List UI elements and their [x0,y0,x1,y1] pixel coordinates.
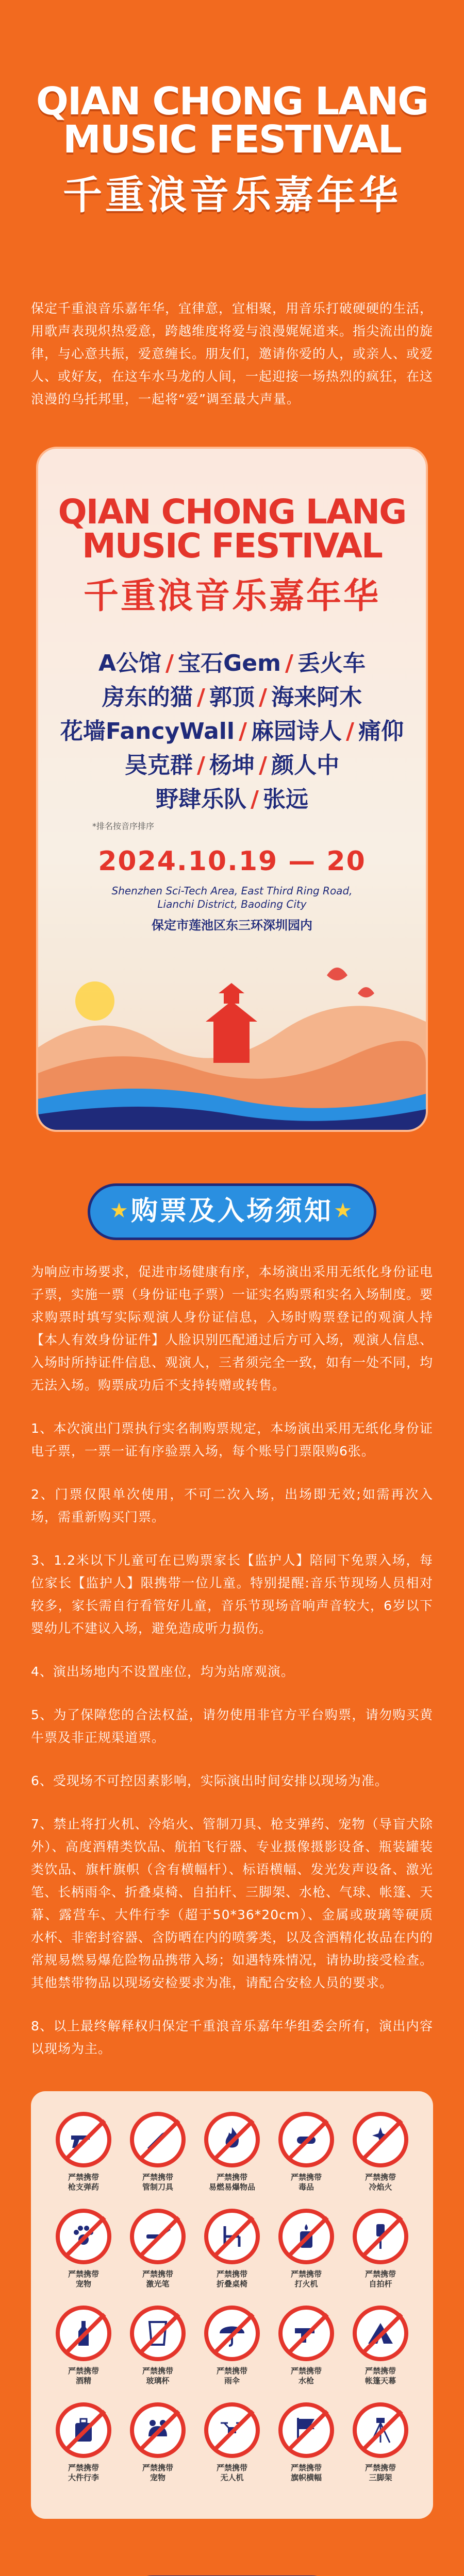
prohibited-item-label: 严禁携带 大件行李 [68,2463,99,2482]
no-watergun-icon [278,2306,334,2361]
no-glass-icon [130,2306,186,2361]
ticket-rule-item: 2、门票仅限单次使用，不可二次入场，出场即无效;如需再次入场，需重新购买门票。 [31,1487,433,1524]
prohibited-item [343,2306,418,2402]
artist-name: 花墙FancyWall [60,718,235,744]
lineup-separator: / [196,684,205,710]
no-tripod-icon [353,2402,408,2458]
prohibited-item-label: 严禁携带 自拍杆 [364,2269,396,2289]
lineup-separator: / [259,684,268,710]
star-icon: ★ [110,1199,130,1223]
no-pet2-icon [130,2402,186,2458]
no-umbrella-icon [204,2306,260,2361]
prohibited-item [121,2306,195,2402]
ticket-rule-item: 5、为了保障您的合法权益，请勿使用非官方平台购票，请勿购买黄牛票及非正规渠道票。 [31,1707,433,1745]
prohibited-item-label: 严禁携带 三脚架 [364,2463,396,2482]
artist-name: 张远 [263,786,309,812]
ticket-rule-item: 7、禁止将打火机、冷焰火、管制刀具、枪支弹药、宠物（导盲犬除外）、高度酒精类饮品、航拍飞行器、专业摄像摄影设备、瓶装罐装类饮品、旗杆旗帜（含有横幅杆）、标语横幅、发光发声设备、激光笔、长柄雨伞、折叠桌椅、自拍杆、三脚架、水枪、气球、帐篷、天幕、露营车、大件行李（超于50*36*20cm）、金属或玻璃等硬质水杯、非密封容器、含防晒在内的喷雾类，以及含酒精化妆品在内的常规易燃易爆危险物品携带入场；如遇特殊情况，请协助接受检查。其他禁带物品以现场安检要求为准，请配合安检人员的要求。 [31,1817,434,1990]
festival-title-en-line1: QIAN CHONG LANG [36,79,428,124]
prohibited-item [46,2112,121,2209]
no-knife-icon [130,2112,186,2167]
festival-title-cn: 千重浪音乐嘉年华 [63,172,401,218]
prohibited-item [195,2112,269,2209]
no-flag-icon [278,2402,334,2458]
no-tent-icon [353,2306,408,2361]
ticket-rules-heading-text: 购票及入场须知 [130,1196,333,1227]
star-icon: ★ [334,1199,354,1223]
ticket-rule-item: 4、演出场地内不设置座位，均为站席观演。 [31,1664,294,1679]
ticket-rules-list [0,1261,464,2060]
prohibited-item [121,2402,195,2499]
prohibited-item [269,2112,343,2209]
venue-en-line2: Lianchi District, Baoding City [157,898,307,910]
event-date: 2024.10.19 — 20 [98,846,366,877]
prohibited-item-label: 严禁携带 酒精 [68,2366,99,2385]
prohibited-items-panel [31,2091,433,2519]
prohibited-item-label: 严禁携带 无人机 [216,2463,247,2482]
poster-title-en-line2: MUSIC FESTIVAL [82,526,382,566]
prohibited-item-label: 严禁携带 折叠桌椅 [216,2269,247,2289]
prohibited-item [46,2402,121,2499]
artist-name: 杨坤 [209,752,255,778]
prohibited-item [269,2209,343,2306]
lineup-separator: / [346,718,355,744]
hero-header [0,0,464,261]
prohibited-item-label: 严禁携带 枪支弹药 [68,2173,99,2192]
lineup-note: *排名按音序排序 [92,821,155,831]
ticket-rule-item: 8、以上最终解释权归保定千重浪音乐嘉年华组委会所有，演出内容以现场为主。 [31,2019,433,2056]
prohibited-item-label: 严禁携带 帐篷天幕 [364,2366,396,2385]
poster-title-cn: 千重浪音乐嘉年华 [83,576,380,617]
poster-title-en-line1: QIAN CHONG LANG [58,492,406,532]
prohibited-item-label: 严禁携带 宠物 [142,2463,173,2482]
no-gun-icon [56,2112,111,2167]
prohibited-items-grid [46,2112,418,2499]
lineup-row [38,681,426,715]
lineup-separator: / [250,786,259,812]
ticket-rules-intro: 为响应市场要求，促进市场健康有序，本场演出采用无纸化身份证电子票，实施一票（身份证电子票）一证实名购票和实名入场制度。要求购票时填写实际观演人身份证信息，入场时购票登记的观演人持【本人有效身份证件】人脸识别匹配通过后方可入场，观演人信息、入场时所持证件信息、观演人，三者须完全一致，如有一处不同，均无法入场。购票成功后不支持转赠或转售。 [31,1264,434,1393]
lineup-separator: / [238,718,247,744]
artist-name: 房东的猫 [102,684,193,710]
lineup-row [38,715,426,749]
ticket-rule-item: 3、1.2米以下儿童可在已购票家长【监护人】陪同下免票入场，每位家长【监护人】限携带一位儿童。特别提醒:音乐节现场人员相对较多，家长需自行看管好儿童，音乐节现场音响声音较大，6岁以下婴幼儿不建议入场，避免造成听力损伤。 [31,1553,433,1636]
prohibited-item-label: 严禁携带 水枪 [290,2366,322,2385]
no-sparkler-icon [353,2112,408,2167]
prohibited-item [343,2112,418,2209]
no-luggage-icon [56,2402,111,2458]
no-pet-icon [56,2209,111,2264]
no-fire-icon [204,2112,260,2167]
artist-name: 麻园诗人 [251,718,342,744]
lineup-row [38,749,426,783]
artist-name: 痛仰 [358,718,404,744]
artist-lineup [38,647,426,817]
no-laser-icon [130,2209,186,2264]
intro-paragraph: 保定千重浪音乐嘉年华，宜律意，宜相聚，用音乐打破硬硬的生活，用歌声表现炽热爱意，跨越维度将爱与浪漫娓娓道来。指尖流出的旋律，与心意共振，爱意缠长。朋友们，邀请你爱的人，或亲人、或爱人、或好友，在这车水马龙的人间，一起迎接一场热烈的疯狂，在这浪漫的乌托邦里，一起将“爱”调至最大声量。 [31,301,434,406]
lineup-separator: / [196,752,205,778]
lineup-separator: / [165,650,174,676]
venue-cn: 保定市莲池区东三环深圳园内 [152,918,312,933]
prohibited-item-label: 严禁携带 激光笔 [142,2269,173,2289]
no-chair-icon [204,2209,260,2264]
ticket-rule-item: 1、本次演出门票执行实名制购票规定，本场演出采用无纸化身份证电子票，一票一证有序验票入场，每个账号门票限购6张。 [31,1421,433,1459]
artist-name: A公馆 [98,650,162,676]
prohibited-item [195,2306,269,2402]
prohibited-item-label: 严禁携带 旗帜横幅 [290,2463,322,2482]
prohibited-item-label: 严禁携带 冷焰火 [364,2173,396,2192]
artist-name: 宝石Gem [178,650,281,676]
prohibited-item [121,2209,195,2306]
artist-name: 吴克群 [124,752,193,778]
prohibited-item [121,2112,195,2209]
prohibited-item-label: 严禁携带 管制刀具 [142,2173,173,2192]
prohibited-item [343,2209,418,2306]
artist-name: 郭顶 [209,684,255,710]
no-drone-icon [204,2402,260,2458]
lineup-separator: / [259,752,268,778]
prohibited-item [46,2306,121,2402]
prohibited-item-label: 严禁携带 打火机 [290,2269,322,2289]
ticket-rule-item: 6、受现场不可控因素影响，实际演出时间安排以现场为准。 [31,1773,388,1788]
artist-name: 丢火车 [297,650,366,676]
no-lighter-icon [278,2209,334,2264]
artist-name: 海来阿木 [271,684,362,710]
venue-en-line1: Shenzhen Sci-Tech Area, East Third Ring Road, [111,885,353,897]
artist-name: 颜人中 [271,752,340,778]
prohibited-item-label: 严禁携带 玻璃杯 [142,2366,173,2385]
prohibited-item-label: 严禁携带 宠物 [68,2269,99,2289]
lineup-row [38,647,426,681]
lineup-row [38,783,426,817]
prohibited-item [269,2306,343,2402]
lineup-separator: / [285,650,294,676]
artist-name: 野肆乐队 [155,786,246,812]
prohibited-item [195,2402,269,2499]
prohibited-item-label: 严禁携带 雨伞 [216,2366,247,2385]
no-alcohol-icon [56,2306,111,2361]
poster-landscape-illustration [38,944,426,1130]
prohibited-item [269,2402,343,2499]
no-drug-icon [278,2112,334,2167]
prohibited-item-label: 严禁携带 易燃易爆物品 [208,2173,255,2192]
prohibited-item [46,2209,121,2306]
festival-poster [36,447,428,1132]
prohibited-item-label: 严禁携带 毒品 [290,2173,322,2192]
prohibited-item [195,2209,269,2306]
prohibited-item [343,2402,418,2499]
no-selfie-icon [353,2209,408,2264]
ticket-rules-heading [88,1183,376,1240]
festival-title-en-line2: MUSIC FESTIVAL [63,117,401,162]
